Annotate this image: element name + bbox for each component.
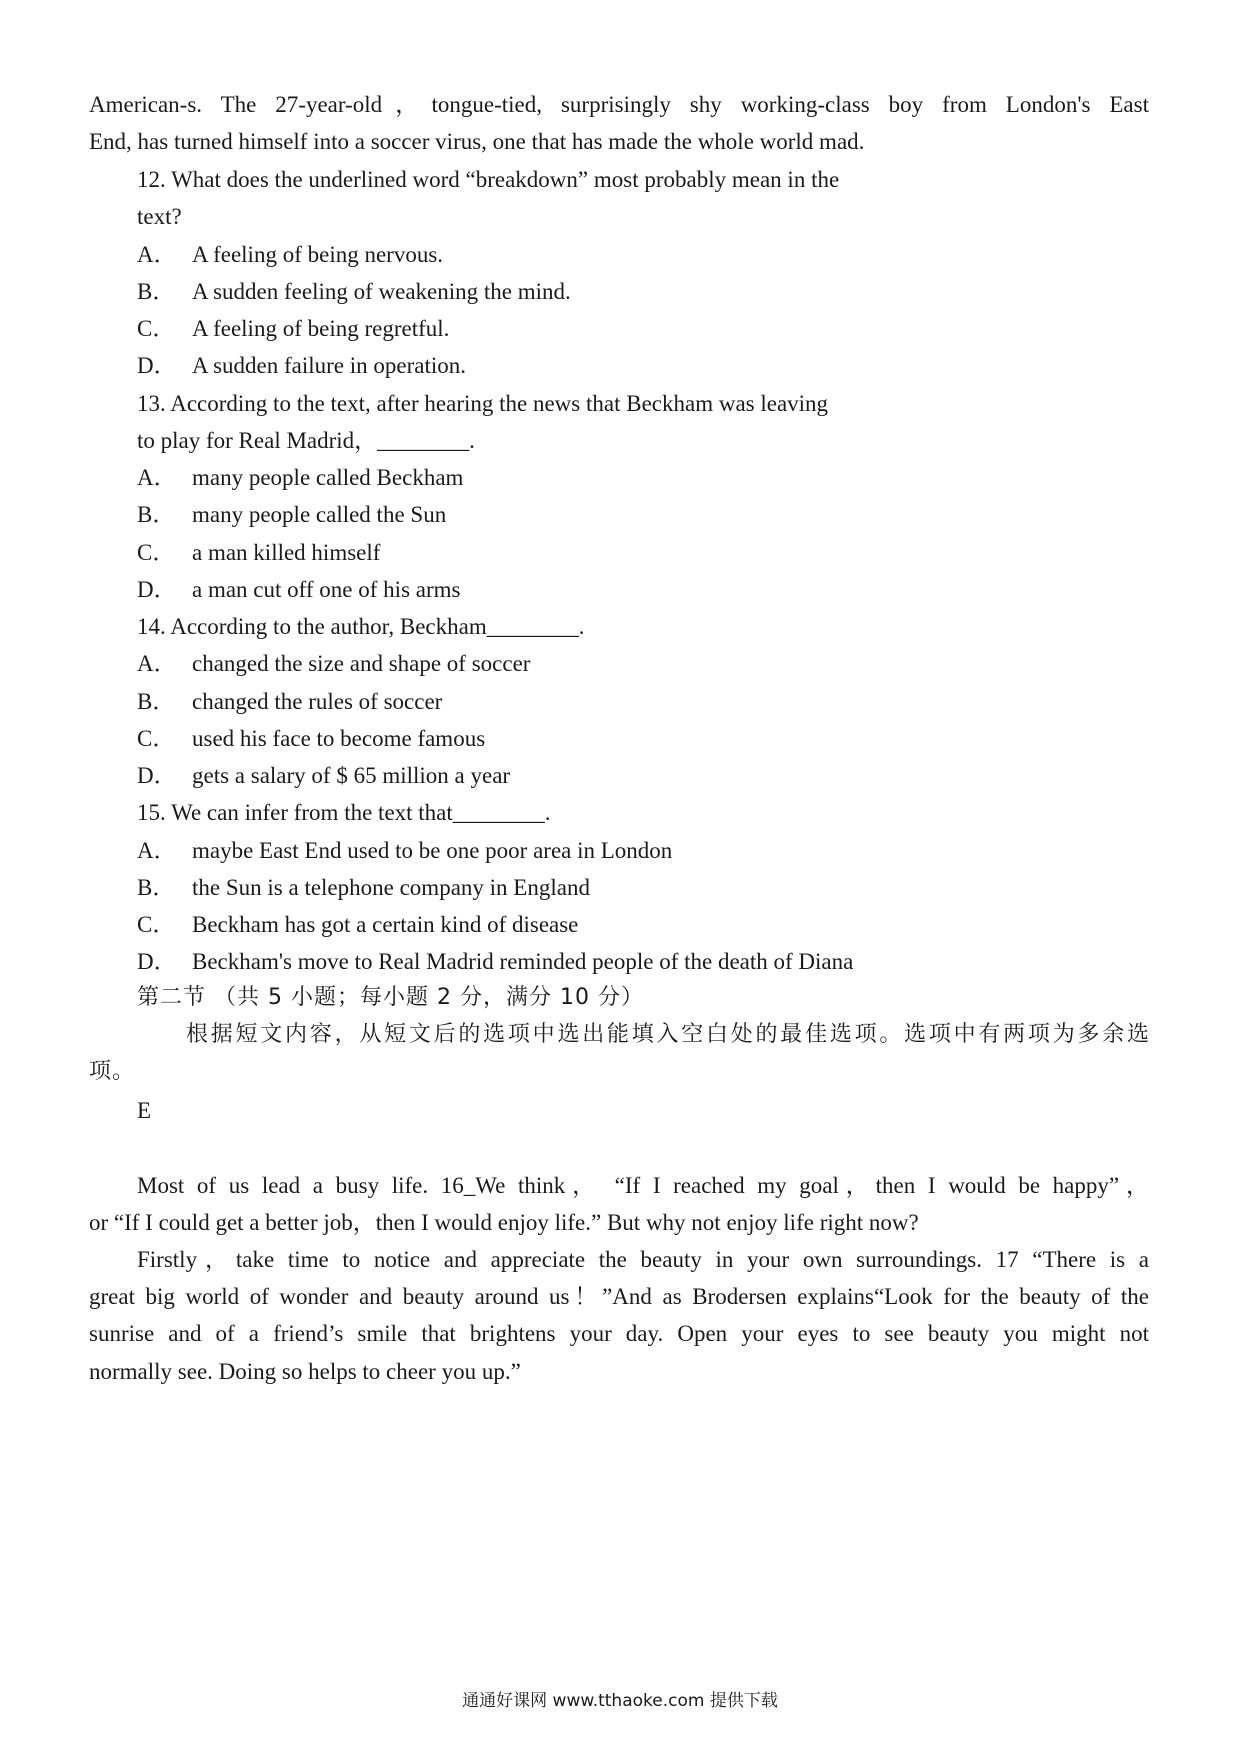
- section-instructions: 根据短文内容，从短文后的选项中选出能填入空白处的最佳选项。选项中有两项为多余选: [186, 1022, 1150, 1047]
- passage-label: E: [137, 1098, 152, 1123]
- option-text: a man cut off one of his arms: [192, 577, 461, 602]
- question-13-stem-cont: to play for Real Madrid，________.: [137, 428, 475, 453]
- option-letter: A．: [137, 465, 177, 490]
- option-letter: A．: [137, 838, 177, 863]
- option-letter: D．: [137, 577, 177, 602]
- option-text: A feeling of being regretful.: [192, 316, 450, 341]
- option-text: a man killed himself: [192, 540, 381, 565]
- option-text: the Sun is a telephone company in England: [192, 875, 590, 900]
- option-text: A sudden feeling of weakening the mind.: [192, 279, 571, 304]
- option-letter: D．: [137, 949, 177, 974]
- page-footer: 通通好课网 www.tthaoke.com 提供下载: [462, 1691, 778, 1711]
- question-13-stem: 13. According to the text, after hearing the news that Beckham was leaving: [137, 391, 829, 416]
- option-letter: B．: [137, 279, 176, 304]
- option-letter: C．: [137, 912, 176, 937]
- option-text: changed the rules of soccer: [192, 689, 443, 714]
- option-letter: D．: [137, 353, 177, 378]
- passage-e-line: Most of us lead a busy life. 16_We think， “If I reached my goal，then I would be happy”，: [137, 1173, 1149, 1198]
- option-text: many people called the Sun: [192, 502, 447, 527]
- passage-e-line: or “If I could get a better job，then I would enjoy life.” But why not enjoy life right now?: [89, 1210, 919, 1235]
- section-instructions-cont: 项。: [89, 1059, 136, 1084]
- option-text: gets a salary of $ 65 million a year: [192, 763, 511, 788]
- option-text: many people called Beckham: [192, 465, 464, 490]
- passage-e-line: great big world of wonder and beauty around us！”And as Brodersen explains“Look for the beauty of the: [89, 1284, 1149, 1309]
- option-letter: C．: [137, 316, 176, 341]
- option-text: changed the size and shape of soccer: [192, 651, 531, 676]
- option-text: A feeling of being nervous.: [192, 242, 444, 267]
- question-15-stem: 15. We can infer from the text that________.: [137, 800, 551, 825]
- option-text: A sudden failure in operation.: [192, 353, 467, 378]
- option-letter: B．: [137, 689, 176, 714]
- question-14-stem: 14. According to the author, Beckham________.: [137, 614, 585, 639]
- option-letter: A．: [137, 242, 177, 267]
- question-12-stem: 12. What does the underlined word “breakdown” most probably mean in the: [137, 167, 840, 192]
- passage-e-line: Firstly，take time to notice and appreciate the beauty in your own surroundings. 17 “There is a: [137, 1247, 1149, 1272]
- option-text: maybe East End used to be one poor area in London: [192, 838, 673, 863]
- option-letter: D．: [137, 763, 177, 788]
- passage-e-line: normally see. Doing so helps to cheer you up.”: [89, 1359, 521, 1384]
- passage-line: End, has turned himself into a soccer virus, one that has made the whole world mad.: [89, 129, 865, 154]
- option-letter: C．: [137, 726, 176, 751]
- option-letter: A．: [137, 651, 177, 676]
- passage-line: American-s. The 27-year-old，tongue-tied, surprisingly shy working-class boy from London's East: [89, 92, 1149, 117]
- option-letter: C．: [137, 540, 176, 565]
- option-text: Beckham has got a certain kind of disease: [192, 912, 579, 937]
- passage-e-line: sunrise and of a friend’s smile that brightens your day. Open your eyes to see beauty you might not: [89, 1321, 1149, 1346]
- option-letter: B．: [137, 875, 176, 900]
- option-text: used his face to become famous: [192, 726, 486, 751]
- question-12-stem-cont: text?: [137, 204, 182, 229]
- option-text: Beckham's move to Real Madrid reminded people of the death of Diana: [192, 949, 854, 974]
- section-heading: 第二节 （共 5 小题；每小题 2 分，满分 10 分）: [137, 985, 644, 1010]
- option-letter: B．: [137, 502, 176, 527]
